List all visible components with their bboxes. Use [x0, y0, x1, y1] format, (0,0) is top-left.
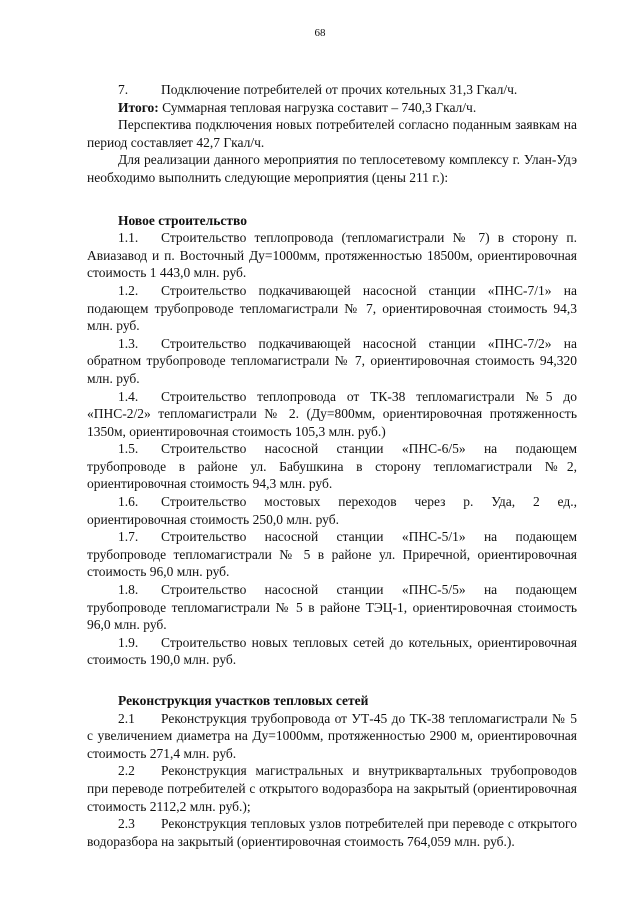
item-number: 1.7.	[118, 529, 139, 545]
list-item	[87, 581, 577, 634]
item-text: Строительство мостовых переходов через р. Уда, 2 ед., ориентировочная стоимость 250,0 млн. руб.	[87, 494, 577, 527]
item-text: Подключение потребителей от прочих котельных 31,3 Гкал/ч.	[161, 82, 518, 97]
list-item	[87, 762, 577, 815]
new-construction-list	[87, 229, 577, 669]
item-number: 1.2.	[118, 282, 139, 298]
list-item	[87, 815, 577, 850]
item-number: 2.3	[118, 816, 135, 832]
total-load-paragraph	[87, 99, 577, 117]
item-text: Строительство подкачивающей насосной станции «ПНС-7/1» на подающем трубопроводе тепломагистрали № 7, ориентировочная стоимость 94,3 млн. руб.	[87, 282, 577, 334]
item-text: Реконструкция трубопровода от УТ-45 до ТК-38 тепломагистрали № 5 с увеличением диаметра на Ду=1000мм, протяженностью 2900 м, ориентировочная стоимость 271,4 млн. руб.	[87, 710, 577, 761]
item-number: 1.3.	[118, 335, 139, 351]
list-item	[87, 335, 577, 388]
new-construction-heading: Новое строительство	[118, 212, 247, 228]
item-number: 1.4.	[118, 388, 139, 404]
item-number: 1.5.	[118, 441, 139, 457]
total-label: Итого:	[118, 99, 159, 115]
document-body	[87, 81, 577, 850]
list-item	[87, 440, 577, 493]
item-text: Реконструкция магистральных и внутриквартальных трубопроводов при переводе потребителей с открытого водоразбора на закрытый (ориентировочная стоимость 2112,2 млн. руб.);	[87, 763, 577, 814]
item-number: 1.9.	[118, 634, 139, 650]
item-number: 7.	[118, 82, 129, 97]
reconstruction-list	[87, 710, 577, 851]
list-item	[87, 282, 577, 335]
reconstruction-heading: Реконструкция участков тепловых сетей	[118, 693, 369, 708]
list-item	[87, 493, 577, 528]
item-number: 1.1.	[118, 230, 139, 246]
item-number: 2.2	[118, 763, 135, 779]
list-item	[87, 528, 577, 581]
item-text: Строительство насосной станции «ПНС-6/5» на подающем трубопроводе в районе ул. Бабушкина в сторону тепломагистрали №2, ориентировочная стоимость 94,3 млн. руб.	[87, 441, 577, 492]
list-item	[87, 229, 577, 282]
consumer-connection-item	[87, 81, 577, 99]
implementation-paragraph: Для реализации данного мероприятия по теплосетевому комплексу г. Улан-Удэ необходимо выполнить следующие мероприятия (цены 211 г.):	[87, 152, 577, 185]
item-text: Строительство теплопровода от ТК-38 тепломагистрали №5 до «ПНС-2/2» тепломагистрали № 2. (Ду=800мм, ориентировочная протяженность 1350м, ориентировочная стоимость 105,3 млн. руб.)	[87, 388, 577, 439]
item-text: Строительство теплопровода (тепломагистрали № 7) в сторону п. Авиазавод и п. Восточный Ду=1000мм, протяженностью 18500м, ориентировочная стоимость 1 443,0 млн. руб.	[87, 230, 577, 281]
item-text: Строительство насосной станции «ПНС-5/1» на подающем трубопроводе тепломагистрали № 5 в районе ул. Приречной, ориентировочная стоимость 96,0 млн. руб.	[87, 529, 577, 580]
list-item	[87, 710, 577, 763]
item-number: 1.8.	[118, 582, 139, 598]
item-text: Реконструкция тепловых узлов потребителей при переводе с открытого водоразбора на закрытый (ориентировочная стоимость 764,059 млн. руб.).	[87, 816, 577, 849]
item-text: Строительство насосной станции «ПНС-5/5» на подающем трубопроводе тепломагистрали № 5 в районе ТЭЦ-1, ориентировочная стоимость 96,0 млн. руб.	[87, 582, 577, 633]
page-number: 68	[314, 27, 326, 39]
perspective-paragraph: Перспектива подключения новых потребителей согласно поданным заявкам на период составляет 42,7 Гкал/ч.	[87, 117, 577, 150]
list-item	[87, 388, 577, 441]
list-item	[87, 634, 577, 669]
item-number: 1.6.	[118, 494, 139, 510]
total-text: Суммарная тепловая нагрузка составит – 740,3 Гкал/ч.	[158, 99, 477, 115]
item-number: 2.1	[118, 710, 135, 726]
item-text: Строительство новых тепловых сетей до котельных, ориентировочная стоимость 190,0 млн. руб.	[87, 634, 577, 668]
item-text: Строительство подкачивающей насосной станции «ПНС-7/2» на обратном трубопроводе тепломагистрали № 7, ориентировочная стоимость 94,320 млн. руб.	[87, 335, 577, 386]
